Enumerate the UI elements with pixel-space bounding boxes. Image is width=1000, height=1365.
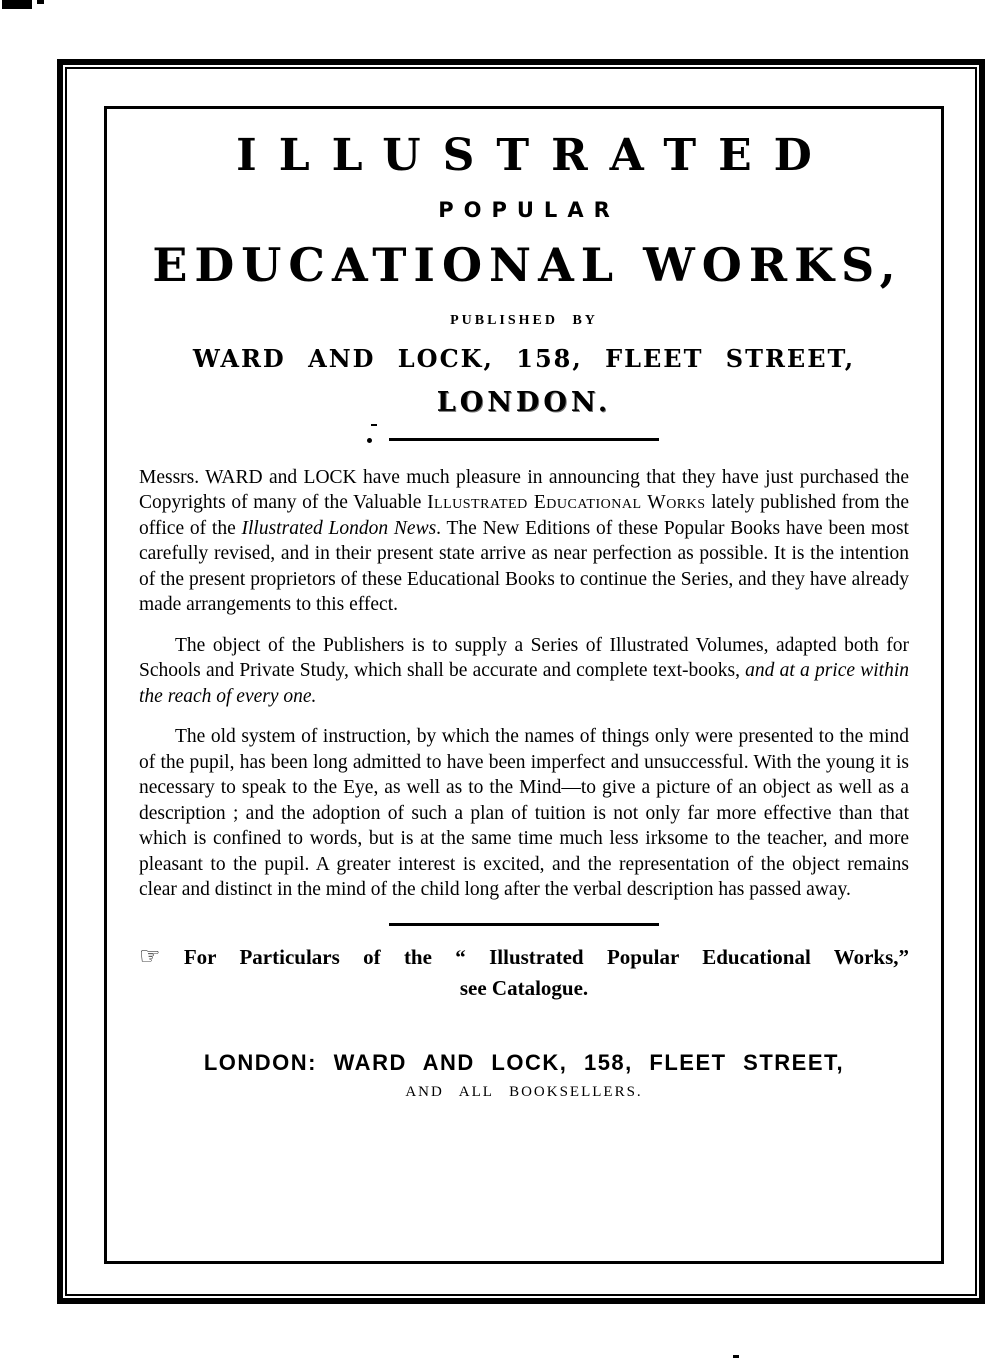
scan-artifact-bottom-dot (733, 1355, 739, 1358)
page-title-popular: POPULAR (438, 197, 620, 222)
catalogue-notice-line2: see Catalogue. (459, 975, 589, 1000)
paragraphs (139, 465, 909, 903)
horizontal-rule (389, 923, 659, 926)
imprint-booksellers-line: AND ALL BOOKSELLERS. (405, 1083, 643, 1100)
publisher-city-ornate: LONDON. (436, 386, 612, 418)
imprint-publisher-line: LONDON: WARD AND LOCK, 158, FLEET STREET, (203, 1049, 845, 1075)
page-content (107, 131, 941, 1101)
paragraph (139, 633, 909, 710)
paragraph-segment: The old system of instruction, by which the names of things only were presented to the mind of the pupil, has been long admitted to have been imperfect and unsuccessful. With the young it is necessary to speak to the Eye, as well as to the Mind—to give a picture of an object as well as a description ; and the adoption of such a plan of tuition is not only far more effective than that which is confined to words, but is at the same time much less irksome to the teacher, and more pleasant to the pupil. A greater interest is excited, and the representation of the object remains clear and distinct in the mind of the child long after the verbal description has passed away. (139, 726, 909, 901)
paragraph-segment: The object of the Publishers is to supply a Series of Illustrated Volumes, adapted both for Schools and Private Study, which shall be accurate and complete text-books, (139, 634, 909, 682)
catalogue-notice-text: For Particulars of the “ Illustrated Popular Educational Works,” (183, 944, 910, 969)
catalogue-notice (139, 942, 909, 1004)
horizontal-rule (389, 438, 659, 441)
scan-artifact-top-left (2, 0, 32, 9)
stray-ink-dot (367, 438, 372, 443)
catalogue-notice-line1 (139, 942, 909, 973)
masthead (139, 131, 909, 418)
paragraph-segment: . The New Editions of these Popular Books have been most carefully revised, and in their present state arrive as near perfection as possible. It is the intention of the present proprietors of these Educational Books to continue the Series, and they have already made arrangements to this effect. (139, 517, 909, 616)
paragraph-segment: Messrs. WARD and LOCK have much pleasure in announcing that they have just purchased the Copyrights of many of the Valuable (139, 466, 909, 514)
outer-double-border (57, 59, 985, 1304)
published-by-label: PUBLISHED BY (450, 312, 598, 328)
scan-artifact-top-left-2 (37, 0, 44, 4)
stray-ink-tick (371, 424, 377, 426)
page-title-educational-works: EDUCATIONAL WORKS, (152, 237, 903, 292)
paragraph-segment: Illustrated London News (241, 517, 437, 539)
paragraph (139, 465, 909, 618)
publisher-address: WARD AND LOCK, 158, FLEET STREET, (192, 343, 856, 373)
manicule-pointing-hand-icon: ☞ (139, 943, 161, 970)
inner-border-frame (104, 106, 944, 1264)
section-divider-rule-bottom (389, 923, 659, 926)
paragraph-segment: and at a price within the reach of every one. (139, 660, 909, 707)
paragraph-segment: Illustrated Educational Works (427, 492, 706, 514)
page-title-illustrated: ILLUSTRATED (236, 130, 834, 181)
paragraph (139, 724, 909, 903)
paragraph-segment: lately published from the office of the (139, 492, 910, 539)
section-divider-rule-top (389, 438, 659, 441)
